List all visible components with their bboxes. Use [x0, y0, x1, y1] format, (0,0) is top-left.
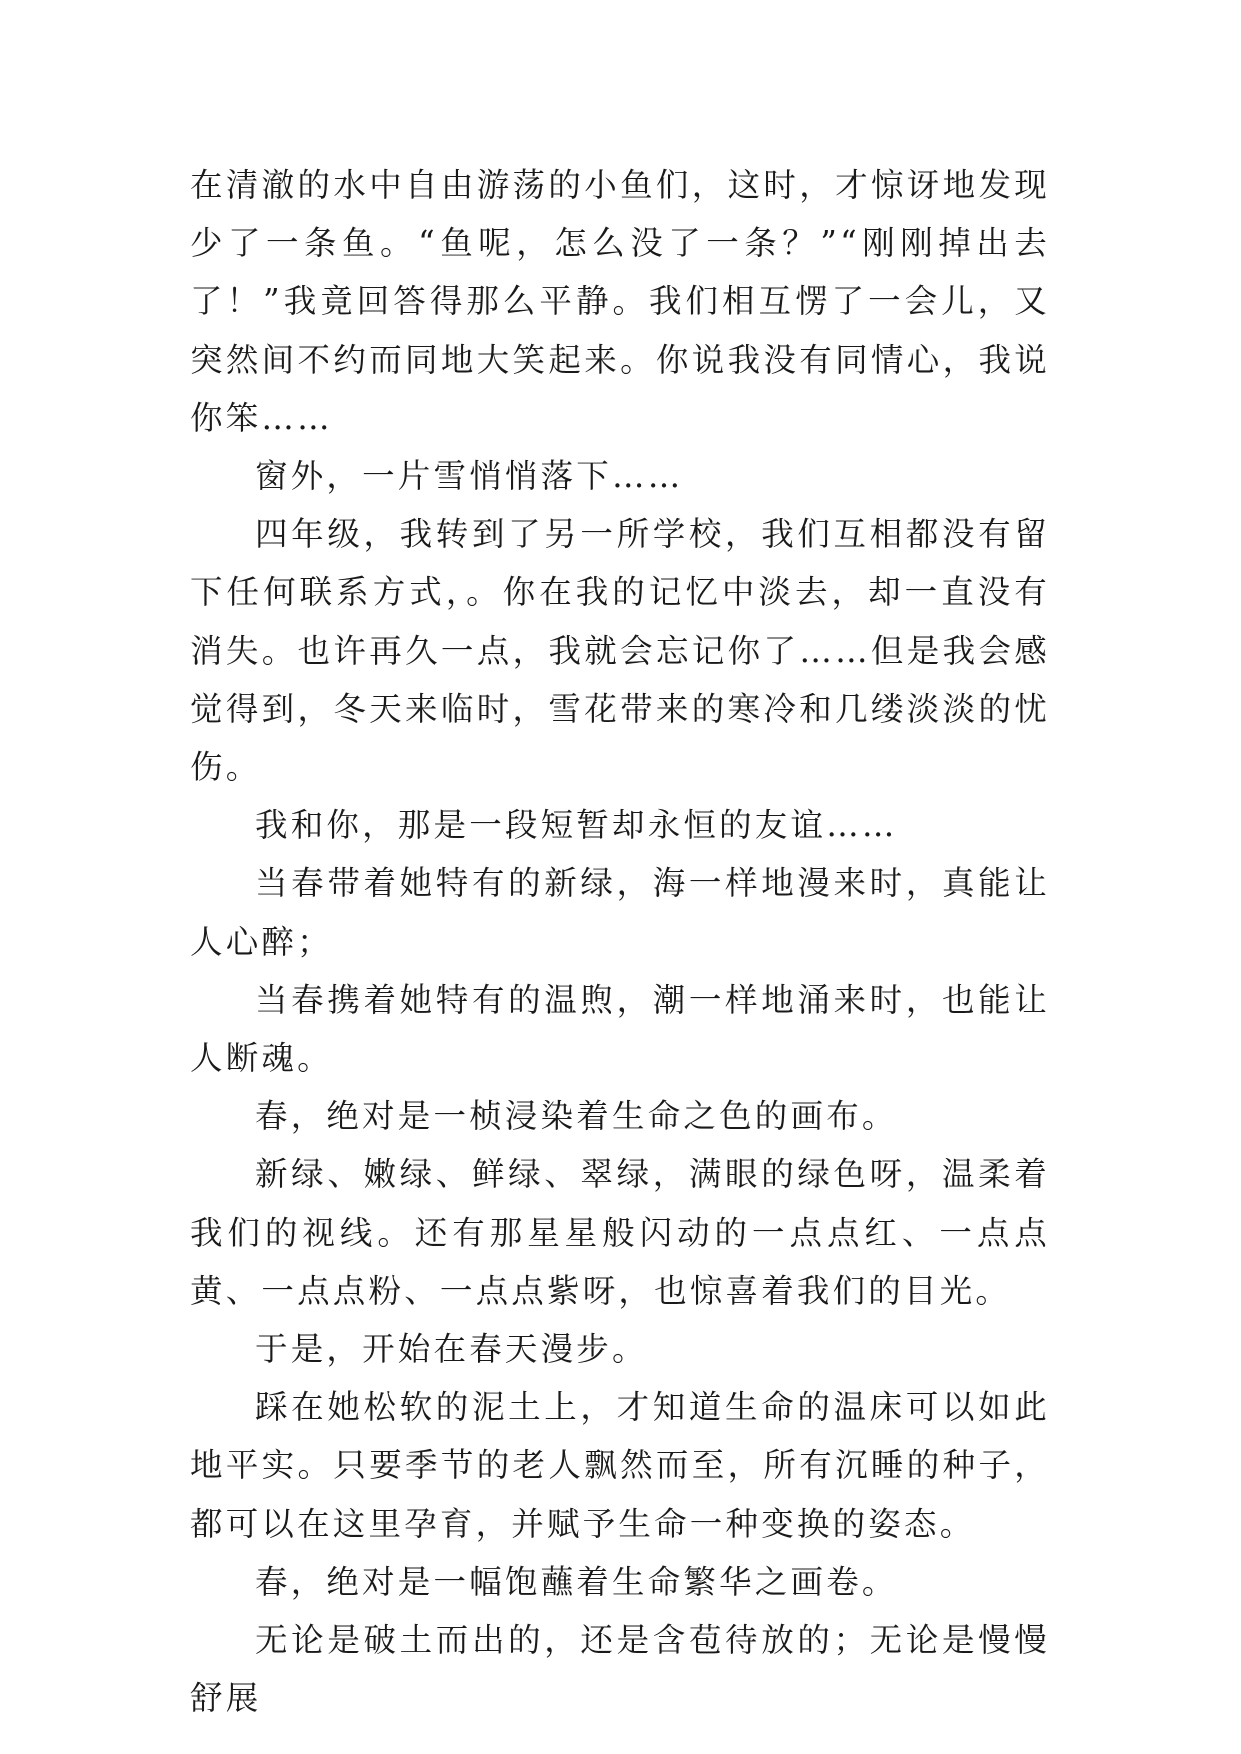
paragraph: 四年级，我转到了另一所学校，我们互相都没有留下任何联系方式，。你在我的记忆中淡去，却一直没有消失。也许再久一点，我就会忘记你了……但是我会感觉得到，冬天来临时，雪花带来的寒冷和几缕淡淡的忧伤。 [190, 515, 1050, 787]
paragraph: 我和你，那是一段短暂却永恒的友谊…… [255, 806, 898, 845]
document-page [190, 156, 1050, 1727]
paragraph: 于是，开始在春天漫步。 [255, 1330, 648, 1369]
paragraph: 当春携着她特有的温煦，潮一样地涌来时，也能让人断魂。 [190, 980, 1050, 1078]
paragraph: 春，绝对是一桢浸染着生命之色的画布。 [255, 1097, 898, 1136]
paragraph: 当春带着她特有的新绿，海一样地漫来时，真能让人心醉； [190, 864, 1050, 961]
paragraph: 春，绝对是一幅饱蘸着生命繁华之画卷。 [255, 1562, 898, 1601]
paragraph: 新绿、嫩绿、鲜绿、翠绿，满眼的绿色呀，温柔着我们的视线。还有那星星般闪动的一点点红、一点点黄、一点点粉、一点点紫呀，也惊喜着我们的目光。 [190, 1155, 1050, 1310]
paragraph: 踩在她松软的泥土上，才知道生命的温床可以如此地平实。只要季节的老人飘然而至，所有沉睡的种子，都可以在这里孕育，并赋予生命一种变换的姿态。 [190, 1388, 1050, 1543]
paragraph: 窗外，一片雪悄悄落下…… [255, 457, 684, 496]
paragraph: 在清澈的水中自由游荡的小鱼们，这时，才惊讶地发现少了一条鱼。“鱼呢，怎么没了一条？”“刚刚掉出去了！”我竟回答得那么平静。我们相互愣了一会儿，又突然间不约而同地大笑起来。你说我没有同情心，我说你笨…… [190, 166, 1050, 437]
paragraph: 无论是破土而出的，还是含苞待放的；无论是慢慢舒展 [190, 1621, 1050, 1718]
